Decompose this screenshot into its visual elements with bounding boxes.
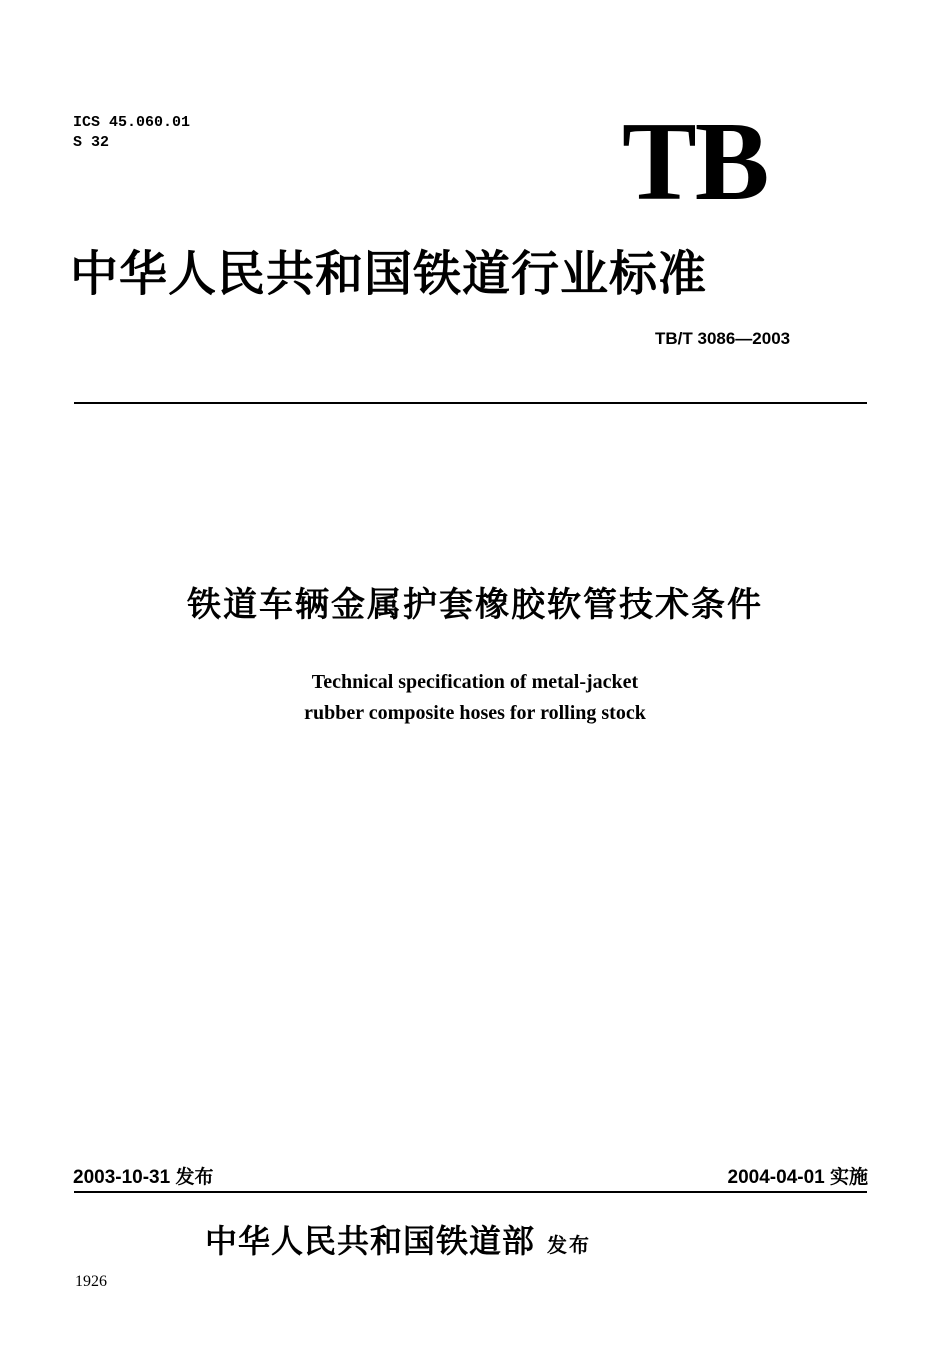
implementation-date: 2004-04-01 实施 bbox=[727, 1167, 868, 1188]
ics-code: ICS 45.060.01 bbox=[73, 114, 191, 131]
page-number: 1926 bbox=[75, 1273, 107, 1290]
title-english-line-1: Technical specification of metal-jacket bbox=[311, 671, 639, 693]
title-chinese: 铁道车辆金属护套橡胶软管技术条件 bbox=[187, 585, 763, 625]
issuer bbox=[205, 1219, 591, 1267]
issuer-verb: 发布 bbox=[547, 1233, 592, 1257]
tb-logo: TB bbox=[622, 100, 768, 224]
top-divider bbox=[74, 402, 867, 404]
classification-code: S 32 bbox=[73, 134, 110, 151]
ics-block bbox=[73, 113, 190, 153]
issue-date: 2003-10-31 发布 bbox=[73, 1167, 214, 1188]
bottom-divider bbox=[74, 1191, 867, 1193]
issuer-name: 中华人民共和国铁道部 bbox=[205, 1222, 536, 1260]
industry-title: 中华人民共和国铁道行业标准 bbox=[70, 246, 708, 302]
standard-number: TB/T 3086—2003 bbox=[655, 329, 791, 348]
title-english-line-2: rubber composite hoses for rolling stock bbox=[304, 702, 646, 724]
title-english bbox=[0, 667, 950, 729]
